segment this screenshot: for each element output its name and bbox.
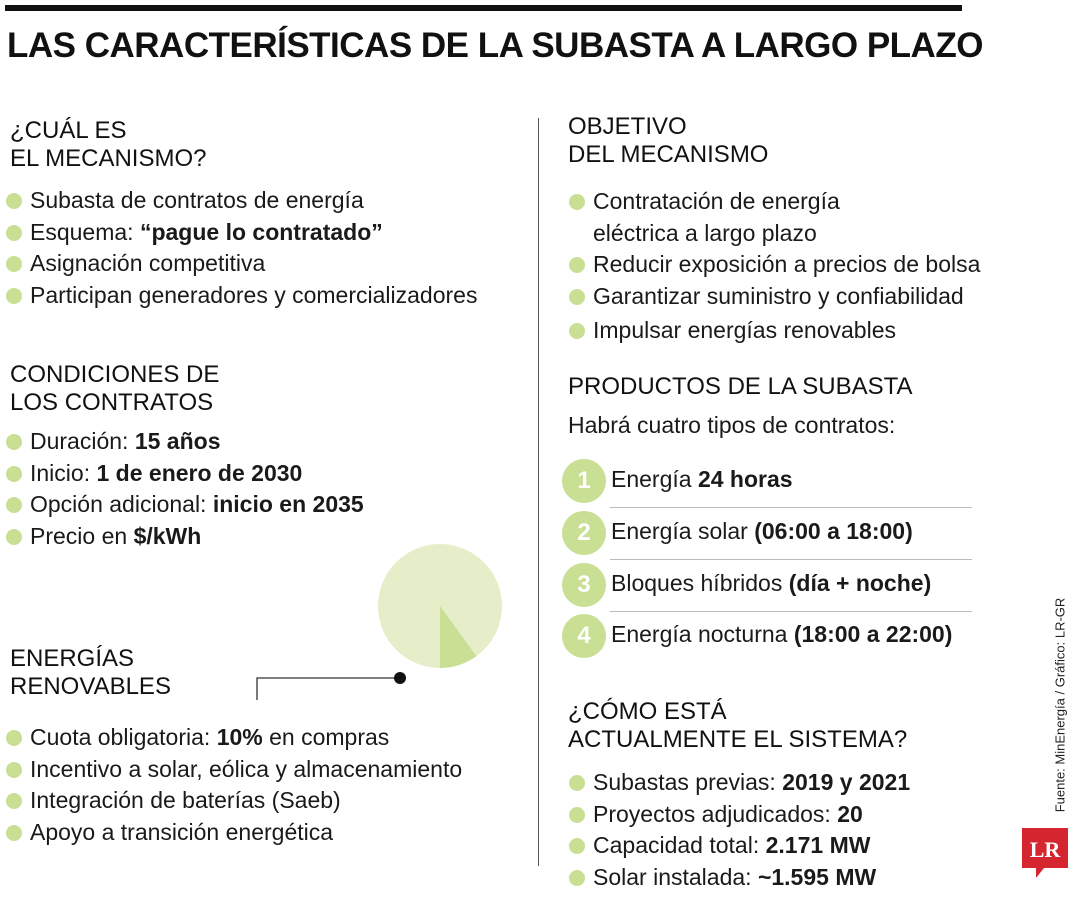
list-item: Integración de baterías (Saeb) [6,785,462,817]
list-item: Cuota obligatoria: 10% en compras [6,722,462,754]
product-row [560,456,972,506]
callout-line [257,678,400,700]
quota-pie-chart [250,530,510,700]
renovables-heading-line1: ENERGÍAS [10,645,135,672]
condiciones-heading-line2: LOS CONTRATOS [10,389,214,416]
productos-heading: PRODUCTOS DE LA SUBASTA [568,373,913,400]
objetivo-heading [568,113,768,169]
bullet-dot-icon [569,323,585,339]
product-row [560,560,972,610]
bullet-dot-icon [6,225,22,241]
sistema-heading-line2: ACTUALMENTE EL SISTEMA? [568,726,908,753]
list-item: Subastas previas: 2019 y 2021 [569,767,910,799]
sistema-heading-line1: ¿CÓMO ESTÁ [568,698,727,725]
bullet-dot-icon [6,193,22,209]
bullet-dot-icon [6,730,22,746]
list-item: Proyectos adjudicados: 20 [569,799,910,831]
bullet-dot-icon [6,497,22,513]
bullet-dot-icon [569,838,585,854]
product-number-badge: 2 [562,511,606,555]
list-item: Apoyo a transición energética [6,817,462,849]
bullet-dot-icon [6,434,22,450]
bullet-dot-icon [569,870,585,886]
product-number-badge: 4 [562,614,606,658]
objetivo-list [569,186,980,347]
list-item: Capacidad total: 2.171 MW [569,830,910,862]
product-label: Energía nocturna (18:00 a 22:00) [611,621,953,647]
product-row [560,508,972,558]
list-item: Garantizar suministro y confiabilidad [569,281,980,313]
mecanismo-heading-line1: ¿CUÁL ES [10,117,127,144]
product-label: Bloques híbridos (día + noche) [611,570,932,596]
bullet-dot-icon [569,775,585,791]
list-item: Contratación de energía eléctrica a largo plazo [569,186,980,249]
bullet-dot-icon [569,257,585,273]
product-row [560,611,972,661]
mecanismo-heading [10,117,207,173]
page-title: LAS CARACTERÍSTICAS DE LA SUBASTA A LARGO PLAZO [7,26,983,65]
source-credit [1050,590,1070,820]
list-item: Esquema: “pague lo contratado” [6,217,477,249]
list-item: Solar instalada: ~1.595 MW [569,862,910,894]
sistema-list [569,767,910,893]
bullet-dot-icon [6,256,22,272]
list-item: Participan generadores y comercializadores [6,280,477,312]
productos-intro: Habrá cuatro tipos de contratos: [568,412,896,438]
condiciones-heading [10,361,219,417]
renovables-heading [10,645,171,701]
list-item: Precio en $/kWh [6,521,364,553]
bullet-dot-icon [569,807,585,823]
condiciones-heading-line1: CONDICIONES DE [10,361,220,388]
objetivo-heading-line1: OBJETIVO [568,113,687,140]
product-label: Energía 24 horas [611,466,793,492]
bullet-dot-icon [6,793,22,809]
product-label: Energía solar (06:00 a 18:00) [611,518,913,544]
mecanismo-heading-line2: EL MECANISMO? [10,145,207,172]
bullet-dot-icon [6,466,22,482]
mecanismo-list [6,185,477,311]
sistema-heading [568,698,907,754]
bullet-dot-icon [6,762,22,778]
lr-logo [1022,828,1068,878]
top-rule [5,5,962,11]
renovables-list [6,722,462,848]
bullet-dot-icon [6,529,22,545]
renovables-heading-line2: RENOVABLES [10,673,171,700]
list-item: Duración: 15 años [6,426,364,458]
list-item: Subasta de contratos de energía [6,185,477,217]
list-item: Opción adicional: inicio en 2035 [6,489,364,521]
product-number-badge: 3 [562,563,606,607]
list-item: Reducir exposición a precios de bolsa [569,249,980,281]
bullet-dot-icon [569,194,585,210]
column-divider [538,118,539,866]
logo-text: LR [1029,837,1061,862]
list-item: Asignación competitiva [6,248,477,280]
bullet-dot-icon [6,825,22,841]
list-item: Incentivo a solar, eólica y almacenamiento [6,754,462,786]
list-item: Impulsar energías renovables [569,315,980,347]
list-item: Inicio: 1 de enero de 2030 [6,458,364,490]
callout-dot [394,672,406,684]
bullet-dot-icon [6,288,22,304]
objetivo-heading-line2: DEL MECANISMO [568,141,769,168]
source-text: Fuente: MinEnergía / Gráfico: LR-GR [1052,597,1068,813]
product-number-badge: 1 [562,459,606,503]
bullet-dot-icon [569,289,585,305]
